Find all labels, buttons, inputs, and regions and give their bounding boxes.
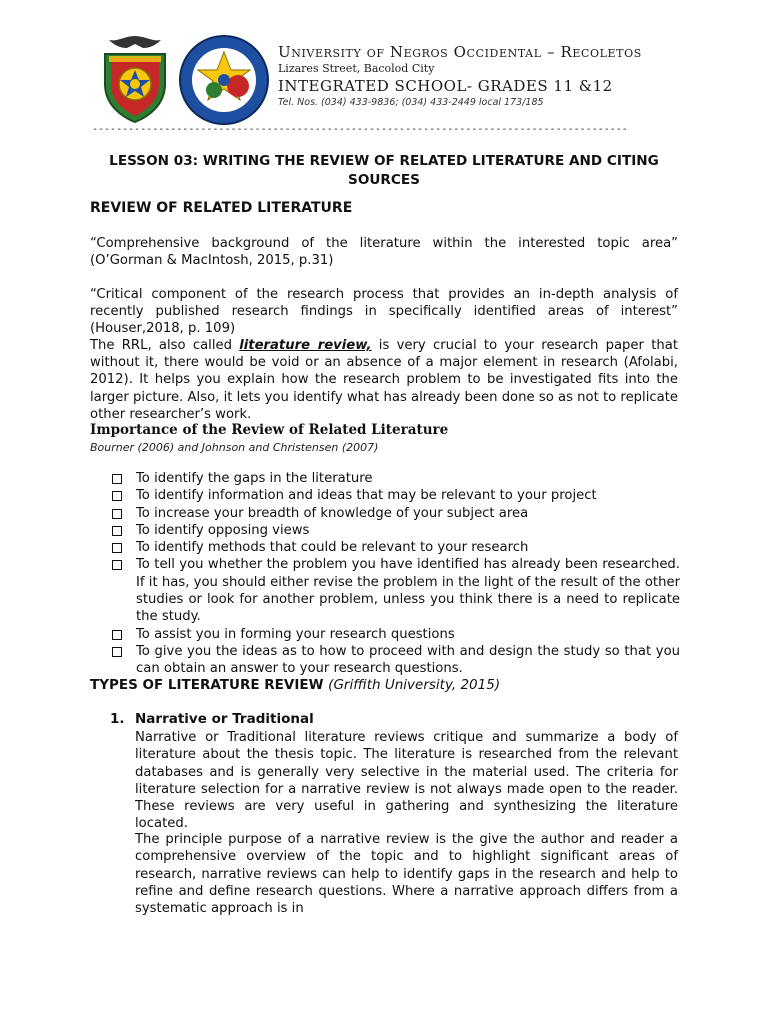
list-item: To assist you in forming your research questions: [112, 626, 680, 643]
definition-quote-1: “Comprehensive background of the literature within the interested topic area” (O’Gorman & MacIntosh, 2015, p.31): [90, 236, 678, 269]
list-item: To increase your breadth of knowledge of your subject area: [112, 505, 680, 522]
rrl-paragraph: [90, 337, 678, 423]
importance-heading: Importance of the Review of Related Literature: [90, 422, 449, 438]
definition-quote-2: “Critical component of the research process that provides an in-depth analysis of recently published research findings in specifically identified areas of interest” (Houser,2018, p. 109): [90, 287, 678, 337]
list-item: To identify information and ideas that may be relevant to your project: [112, 487, 680, 504]
list-item: To tell you whether the problem you have identified has already been researched. If it has, you should either revise the problem in the light of the result of the other studies or look for another problem, unless you think there is a need to replicate the study.: [112, 556, 680, 625]
telephone-numbers: Tel. Nos. (034) 433-9836; (034) 433-2449 local 173/185: [278, 97, 544, 108]
item-number: 1.: [110, 711, 125, 727]
header-divider: -----------------------------------------------------------------------------------------: [92, 124, 628, 135]
list-item: To identify opposing views: [112, 522, 680, 539]
list-item: To identify the gaps in the literature: [112, 470, 680, 487]
university-name: University of Negros Occidental – Recoletos: [278, 43, 642, 61]
school-address: Lizares Street, Bacolod City: [278, 62, 435, 75]
checkbox-bullet-icon: [112, 630, 122, 640]
checkbox-bullet-icon: [112, 491, 122, 501]
importance-list: [112, 470, 680, 678]
checkbox-bullet-icon: [112, 526, 122, 536]
lesson-title: LESSON 03: WRITING THE REVIEW OF RELATED LITERATURE AND CITING SOURCES: [109, 153, 659, 188]
list-item: To identify methods that could be relevant to your research: [112, 539, 680, 556]
narrative-paragraph-1: Narrative or Traditional literature reviews critique and summarize a body of literature about the thesis topic. The literature is researched from the relevant databases and is generally very selective in the material used. The criteria for literature selection for a narrative review is not always made open to the reader. These reviews are very useful in gathering and synthesizing the literature located.: [135, 730, 678, 832]
school-name: INTEGRATED SCHOOL- GRADES 11 &12: [278, 77, 613, 95]
rrl-paragraph-rest: is very crucial to your research paper that without it, there would be void or an absence of a major element in research (Afolabi, 2012). It helps you explain how the research problem to be investigated fits into the larger picture. Also, it lets you identify what has already been done so as not to replicate other researcher’s work.: [90, 338, 678, 422]
checkbox-bullet-icon: [112, 509, 122, 519]
checkbox-bullet-icon: [112, 474, 122, 484]
types-heading: TYPES OF LITERATURE REVIEW (Griffith University, 2015): [90, 677, 501, 693]
importance-source: Bourner (2006) and Johnson and Christensen (2007): [90, 441, 379, 454]
literature-review-emphasis: literature review,: [239, 338, 372, 353]
narrative-title: Narrative or Traditional: [135, 711, 314, 727]
checkbox-bullet-icon: [112, 560, 122, 570]
letterhead: [278, 42, 748, 110]
narrative-paragraph-2: The principle purpose of a narrative review is the give the author and reader a comprehensive overview of the topic and to highlight significant areas of research, narrative reviews can help to identify gaps in the research and help to refine and define research questions. Where a narrative approach differs from a systematic approach is in: [135, 832, 678, 917]
rrl-heading: REVIEW OF RELATED LITERATURE: [90, 200, 353, 216]
types-source: (Griffith University, 2015): [328, 677, 501, 693]
integrated-school-seal-logo: [178, 34, 270, 126]
university-crest-logo: [95, 32, 175, 124]
list-item: To give you the ideas as to how to proceed with and design the study so that you can obtain an answer to your research questions.: [112, 643, 680, 678]
checkbox-bullet-icon: [112, 647, 122, 657]
checkbox-bullet-icon: [112, 543, 122, 553]
rrl-paragraph-start: The RRL, also called: [90, 338, 240, 353]
